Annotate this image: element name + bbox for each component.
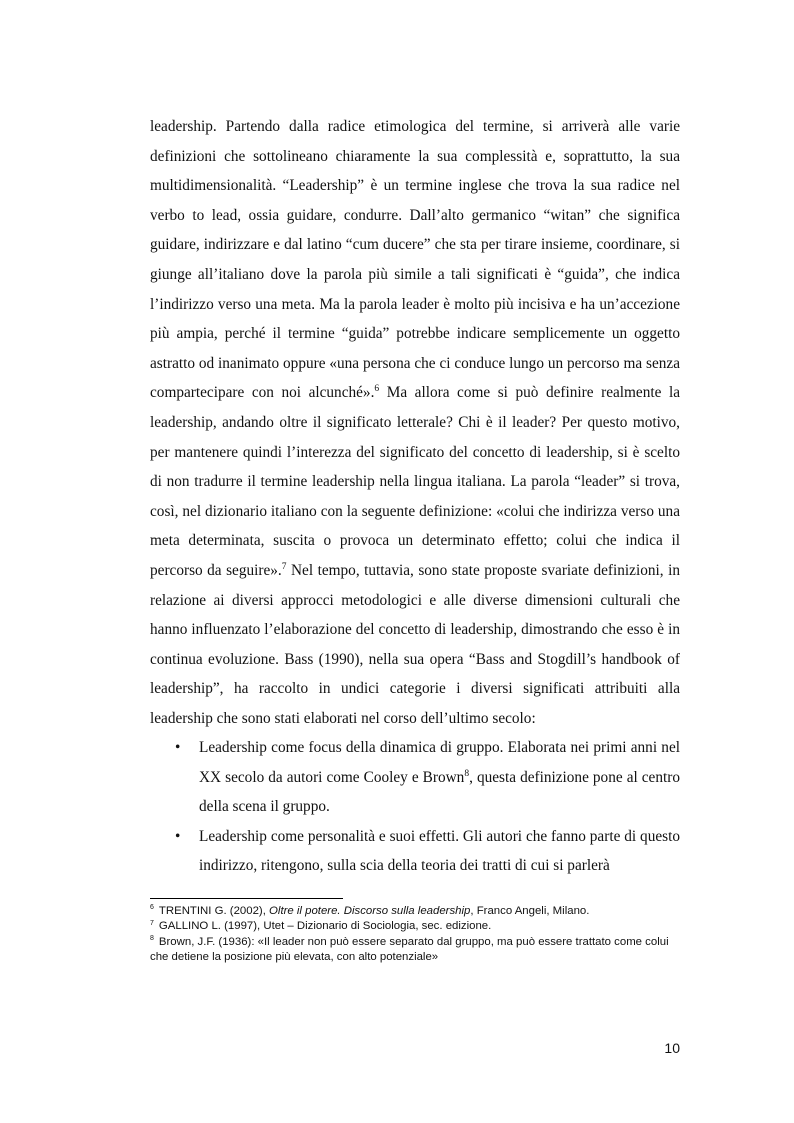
footnote-text: TRENTINI G. (2002), bbox=[158, 905, 270, 917]
footnote-ref-7: 7 bbox=[281, 561, 287, 572]
bullet-icon: • bbox=[175, 739, 181, 756]
footnote-number: 6 bbox=[150, 904, 154, 912]
footnote-text: GALLINO L. (1997), Utet – Dizionario di Sociologia, sec. edizione. bbox=[158, 920, 492, 933]
text-run-1: leadership. Partendo dalla radice etimologica del termine, si arriverà alle varie definizioni che sottolineano chiaramente la sua complessità e, soprattutto, la sua multidimensionalità. “Leadership” è un termine inglese che trova la sua radice nel verbo to lead, ossia guidare, condurre. Dall’alto germanico “witan” che significa guidare, indirizzare e dal latino “cum ducere” che sta per tirare insieme, coordinare, si giunge all’italiano dove la parola più simile a tali significati è “guida”, che indica l’indirizzo verso una meta. Ma la parola leader è molto più incisiva e ha un’accezione più ampia, perché il termine “guida” potrebbe indicare semplicemente un oggetto astratto od inanimato oppure «una persona che ci conduce lungo un percorso ma senza compartecipare con noi alcunché». bbox=[150, 118, 680, 402]
text-run-2: Ma allora come si può definire realmente la leadership, andando oltre il significato letterale? Chi è il leader? Per questo motivo, per mantenere quindi l’interezza del significato del concetto di leadership, si è scelto di non tradurre il termine leadership nella lingua italiana. La parola “leader” si trova, così, nel dizionario italiano con la seguente definizione: «colui che indirizza verso una meta determinata, suscita o provoca un determinato effetto; colui che indica il percorso da seguire». bbox=[150, 384, 681, 579]
footnote-text: , Franco Angeli, Milano. bbox=[470, 905, 590, 917]
footnote-ref-6: 6 bbox=[374, 384, 380, 395]
bullet-text-1b: , questa definizione pone al centro della scena il gruppo. bbox=[199, 768, 680, 816]
footnote-7 bbox=[150, 919, 684, 934]
list-item bbox=[150, 822, 680, 881]
bullet-list bbox=[150, 733, 680, 881]
footnote-text: Brown, J.F. (1936): «Il leader non può essere separato dal gruppo, ma può essere trattato come colui che detiene la posizione più elevata, con alto potenziale» bbox=[150, 935, 669, 963]
footnote-number: 8 bbox=[150, 934, 154, 942]
footnotes bbox=[150, 904, 684, 965]
bullet-icon: • bbox=[175, 827, 181, 845]
footnote-title: Oltre il potere. Discorso sulla leadership bbox=[269, 905, 471, 917]
footnote-ref-8: 8 bbox=[464, 768, 470, 779]
body-paragraph bbox=[150, 112, 680, 733]
text-run-3: Nel tempo, tuttavia, sono state proposte svariate definizioni, in relazione ai diversi approcci metodologici e alle diverse dimensioni culturali che hanno influenzato l’elaborazione del concetto di leadership, dimostrando che esso è in continua evoluzione. Bass (1990), nella sua opera “Bass and Stogdill’s handbook of leadership”, ha raccolto in undici categorie i diversi significati attribuiti alla leadership che sono stati elaborati nel corso dell’ultimo secolo: bbox=[150, 561, 680, 727]
footnote-8 bbox=[150, 935, 684, 966]
bullet-text-1a: Leadership come focus della dinamica di gruppo. Elaborata nei primi anni nel XX secolo da autori come Cooley e Brown bbox=[199, 739, 680, 786]
page-number: 10 bbox=[664, 1040, 680, 1056]
footnote-separator bbox=[150, 898, 343, 899]
footnote-6 bbox=[150, 904, 684, 919]
bullet-text-2: Leadership come personalità e suoi effetti. Gli autori che fanno parte di questo indirizzo, ritengono, sulla scia della teoria dei tratti di cui si parlerà bbox=[199, 827, 680, 875]
footnote-number: 7 bbox=[150, 919, 154, 927]
list-item bbox=[150, 733, 680, 822]
